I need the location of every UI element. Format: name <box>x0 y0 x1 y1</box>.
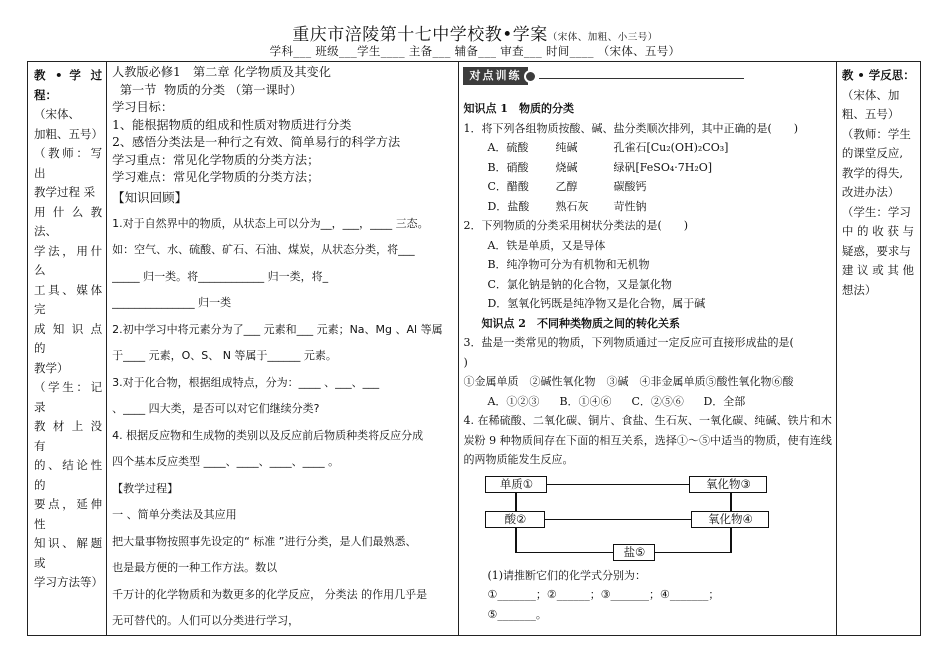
process-line: 一 、简单分类法及其应用 <box>112 508 237 521</box>
connector-line <box>515 492 516 512</box>
section-line: 第一节 物质的分类 （第一课时） <box>112 82 303 97</box>
review-line: 4. 根据反应物和生成物的类别以及反应前后物质种类将反应分成 <box>112 428 424 442</box>
q1-option-d: D．盐酸 熟石灰 苛性钠 <box>487 199 647 213</box>
connector-line <box>730 492 731 512</box>
side-line: （教师：学生 <box>841 126 911 141</box>
side-line: 粗、五号） <box>841 107 900 121</box>
side-line: 学法，用什么 <box>34 243 103 277</box>
process-line: 把大量事物按照事先设定的“ 标准 ”进行分类，是人们最熟悉、 <box>112 534 417 548</box>
process-heading: 【教学过程】 <box>112 481 179 495</box>
side-line: 成 知 识 点 的 <box>34 321 103 355</box>
side-line: （学生：学习 <box>841 204 911 219</box>
side-line: 的课堂反应, <box>841 146 904 160</box>
connector-line <box>515 527 516 553</box>
question-1: 1．将下列各组物质按酸、碱、盐分类顺次排列，其中正确的是( ) <box>463 121 799 135</box>
question-3-items: ①金属单质 ②碱性氧化物 ③碱 ④非金属单质⑤酸性氧化物⑥酸 <box>463 375 794 388</box>
diagram-box-5: 盐⑤ <box>613 544 655 561</box>
diagram-box-3: 氧化物③ <box>689 476 767 493</box>
side-line: 教学的得失, <box>841 165 904 180</box>
q2-option-d: D．氢氧化钙既是纯净物又是化合物，属于碱 <box>487 297 706 310</box>
title-note: （宋体、加粗、小三号） <box>547 32 658 43</box>
review-line: 、____ 四大类，是否可以对它们继续分类? <box>112 402 320 415</box>
lesson-content-column <box>107 62 459 636</box>
review-line: _______________ 归一类 <box>112 296 232 309</box>
review-line: 于____ 元素，O、S、 N 等属于______ 元素。 <box>112 349 337 362</box>
review-line: _____ 归一类。将____________ 归一类，将_ <box>112 269 329 283</box>
side-line: 改进办法） <box>841 185 900 199</box>
q1-option-b: B．硝酸 烧碱 绿矾[FeSO₄·7H₂O] <box>487 160 713 174</box>
connector-line <box>515 552 615 553</box>
connector-line <box>653 552 731 553</box>
bullet-dot-icon <box>524 70 537 83</box>
key-point: 学习重点：常见化学物质的分类方法； <box>112 152 320 167</box>
document-title <box>0 20 950 45</box>
side-line: 教 材 上 没 有 <box>34 419 103 453</box>
side-line: 教学） <box>34 360 69 375</box>
teaching-process-column <box>28 62 107 636</box>
q2-option-c: C．氯化钠是钠的化合物，又是氯化物 <box>487 277 672 291</box>
side-line: （学生：记录 <box>34 380 103 414</box>
side-line: 学习方法等） <box>34 575 103 589</box>
objective-item: 2、感悟分类法是一种行之有效、简单易行的科学方法 <box>112 135 401 149</box>
reaction-diagram <box>485 474 775 562</box>
side-line: 知识、解题或 <box>34 536 103 570</box>
side-line: 建 议 或 其 他 <box>841 263 915 277</box>
side-line: 教学过程 采 <box>34 185 96 199</box>
question-3: 3．盐是一类常见的物质，下列物质通过一定反应可直接形成盐的是( <box>463 336 794 349</box>
header-fields: 学科___ 班级___学生____ 主备___ 辅备___ 审查___ 时间____ （宋体、五号） <box>269 44 681 58</box>
objectives-heading: 学习目标： <box>112 100 174 114</box>
diagram-box-4: 氧化物④ <box>691 511 769 528</box>
side-line: 中 的 收 获 与 <box>841 224 915 238</box>
review-line: 1.对于自然界中的物质，从状态上可以分为__，___，____ 三态。 <box>112 216 429 230</box>
review-line: 3.对于化合物，根据组成特点，分为：____ 、___、___ <box>112 375 380 389</box>
knowledge-point-1: 知识点 1 物质的分类 <box>463 102 574 115</box>
diagram-box-1: 单质① <box>485 476 547 493</box>
answer-fill-line[interactable]: ①_______；②______；③_______；④_______； <box>487 588 720 601</box>
title-text: 重庆市涪陵第十七中学校教•学案 <box>292 25 548 45</box>
reflection-column <box>836 62 920 636</box>
q1-option-c: C．醋酸 乙醇 碳酸钙 <box>487 180 647 193</box>
difficulty-point: 学习难点：常见化学物质的分类方法； <box>112 170 320 184</box>
process-line: 无可替代的。人们可以分类进行学习， <box>112 614 300 627</box>
side-line: 工具、媒体完 <box>34 282 103 316</box>
connector-line <box>730 527 731 553</box>
side-line: （教师：写出 <box>34 146 103 180</box>
process-line: 千万计的化学物质和为数更多的化学反应， 分类法 的作用几乎是 <box>112 587 428 601</box>
side-line: 疑惑，要求与 <box>841 243 911 258</box>
process-line: 也是最方便的一种工作方法。数以 <box>112 561 278 574</box>
reflection-heading: 教 • 学反思： <box>841 68 915 82</box>
side-line: 用什么教法、 <box>34 204 103 238</box>
diagram-box-2: 酸② <box>485 511 545 528</box>
side-line: 的、结论性的 <box>34 458 103 492</box>
objective-item: 1、能根据物质的组成和性质对物质进行分类 <box>112 117 352 132</box>
question-4-sub: (1)请推断它们的化学式分别为： <box>487 568 647 582</box>
q1-option-a: A．硫酸 纯碱 孔雀石[Cu₂(OH)₂CO₃] <box>487 141 729 154</box>
side-line: 想法） <box>841 282 877 297</box>
answer-fill-line[interactable]: ⑤_______。 <box>487 607 547 621</box>
practice-banner <box>463 67 831 85</box>
review-heading: 【知识回顾】 <box>112 189 188 205</box>
practice-banner-label: 对点训练 <box>463 67 528 85</box>
review-line: 四个基本反应类型 ____、____、____、____ 。 <box>112 455 340 468</box>
lesson-table <box>27 61 921 636</box>
question-4: 4. 在稀硫酸、二氧化碳、铜片、食盐、生石灰、一氧化碳、纯碱、铁片和木炭粉 9 种物质间存在下面的相互关系，选择①～⑤中适当的物质，使有连线的两物质能发生反应。 <box>463 414 832 466</box>
course-line: 人教版必修1 第二章 化学物质及其变化 <box>112 65 331 79</box>
connector-line <box>545 519 693 520</box>
review-line: 2.初中学习中将元素分为了___ 元素和___ 元素；Na、Mg 、Al 等属 <box>112 322 443 336</box>
side-line: （宋体、加 <box>841 87 900 102</box>
q2-option-a: A．铁是单质，又是导体 <box>487 238 606 252</box>
side-line: （宋体、 <box>34 107 80 121</box>
connector-line <box>547 484 705 485</box>
q2-option-b: B．纯净物可分为有机物和无机物 <box>487 258 650 271</box>
question-2: 2．下列物质的分类采用树状分类法的是( ) <box>463 219 689 232</box>
q3-options: A．①②③ B．①④⑥ C．②⑤⑥ D．全部 <box>487 394 746 408</box>
review-line: 如：空气、水、硫酸、矿石、石油、煤炭，从状态分类，将___ <box>112 243 415 256</box>
banner-rule <box>539 78 744 79</box>
teaching-process-heading: 教 • 学 过 程： <box>34 68 103 102</box>
knowledge-point-2: 知识点 2 不同种类物质之间的转化关系 <box>481 316 680 330</box>
question-3-bracket: ) <box>463 355 468 369</box>
practice-column <box>459 62 836 636</box>
side-line: 要点，延伸性 <box>34 497 103 531</box>
side-line: 加粗、五号） <box>34 126 103 141</box>
